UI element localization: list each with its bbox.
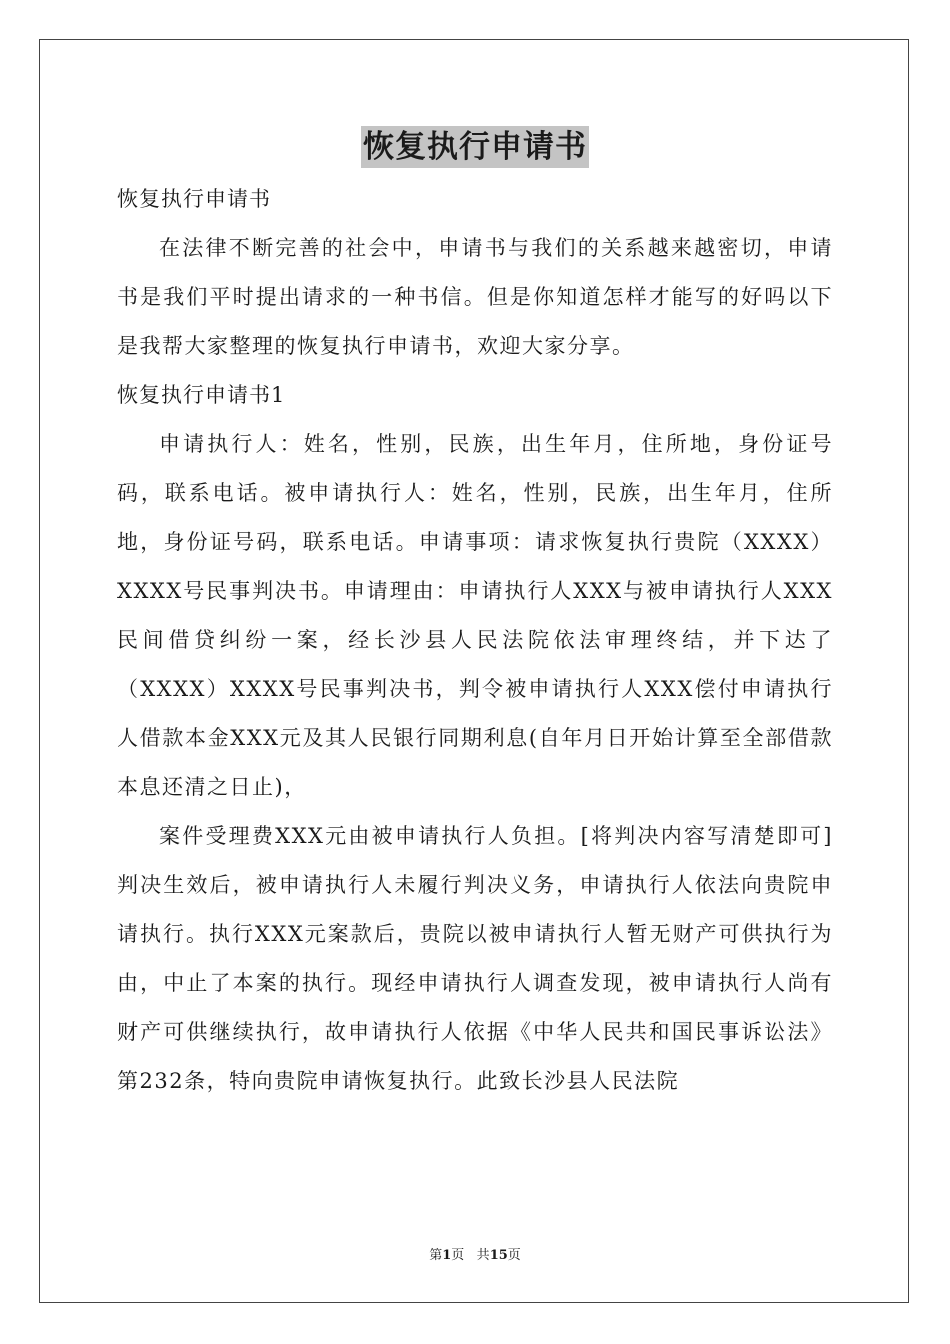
title-container (0, 126, 950, 168)
document-title: 恢复执行申请书 (361, 126, 589, 168)
footer-page-number: 1 (442, 1248, 452, 1263)
footer-page-prefix: 第 (429, 1248, 443, 1263)
page-footer (0, 1247, 950, 1265)
footer-total-pages: 15 (489, 1248, 508, 1263)
intro-paragraph: 在法律不断完善的社会中，申请书与我们的关系越来越密切，申请书是我们平时提出请求的一种书信。但是你知道怎样才能写的好吗以下是我帮大家整理的恢复执行申请书，欢迎大家分享。 (117, 236, 833, 358)
document-body (117, 175, 833, 1106)
body-paragraph-1: 申请执行人：姓名，性别，民族，出生年月，住所地，身份证号码，联系电话。被申请执行人：姓名，性别，民族，出生年月，住所地，身份证号码，联系电话。申请事项：请求恢复执行贵院（XXXX）XXXX号民事判决书。申请理由：申请执行人XXX与被申请执行人XXX民间借贷纠纷一案，经长沙县人民法院依法审理终结，并下达了（XXXX）XXXX号民事判决书，判令被申请执行人XXX偿付申请执行人借款本金XXX元及其人民银行同期利息(自年月日开始计算至全部借款本息还清之日止)， (117, 432, 833, 799)
document-subtitle: 恢复执行申请书 (117, 187, 271, 211)
footer-total-suffix: 页 (507, 1248, 521, 1263)
body-paragraph-2: 案件受理费XXX元由被申请执行人负担。[将判决内容写清楚即可]判决生效后，被申请执行人未履行判决义务，申请执行人依法向贵院申请执行。执行XXX元案款后，贵院以被申请执行人暂无财产可供执行为由，中止了本案的执行。现经申请执行人调查发现，被申请执行人尚有财产可供继续执行，故申请执行人依据《中华人民共和国民事诉讼法》第232条，特向贵院申请恢复执行。此致长沙县人民法院 (117, 824, 833, 1093)
footer-total-prefix: 共 (476, 1248, 490, 1263)
footer-page-suffix: 页 (451, 1248, 465, 1263)
section-heading: 恢复执行申请书1 (117, 383, 286, 407)
